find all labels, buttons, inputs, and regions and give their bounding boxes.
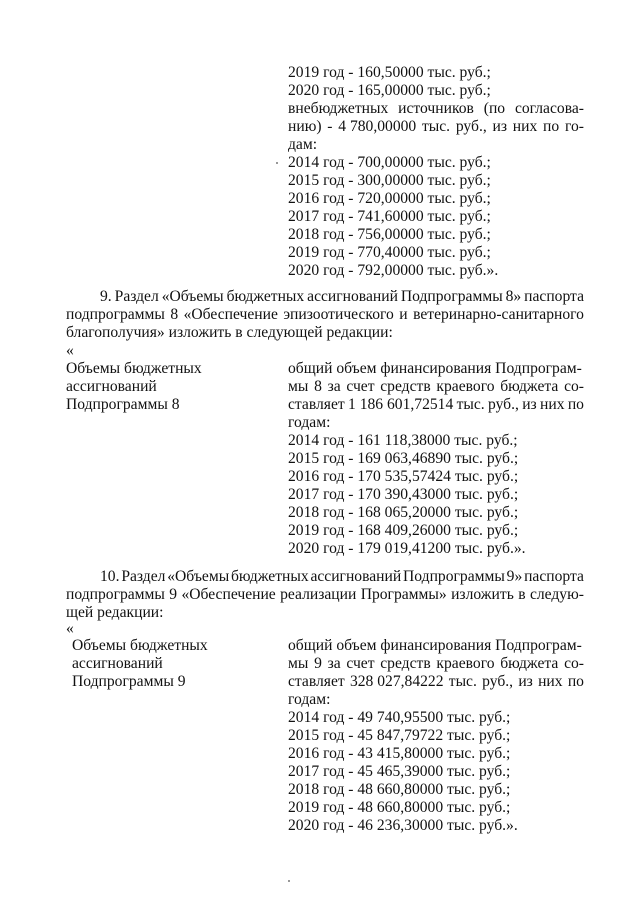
word: 4 780,00000 bbox=[338, 118, 417, 135]
word: 9» bbox=[506, 568, 523, 585]
table-left-cell-line: Подпрограммы 8 bbox=[66, 396, 180, 413]
justified-line bbox=[288, 396, 584, 414]
word: тыс. bbox=[448, 673, 477, 690]
word: тыс. bbox=[456, 396, 485, 413]
word: ставляет bbox=[288, 396, 345, 413]
word: паспорта bbox=[524, 288, 584, 305]
table-left-cell-line: ассигнований bbox=[66, 378, 157, 395]
word: изложить bbox=[451, 586, 514, 603]
year-amount-line: 2019 год - 770,40000 тыс. руб.; bbox=[288, 244, 491, 261]
word: счет bbox=[346, 378, 375, 395]
year-amount-line: 2018 год - 756,00000 тыс. руб.; bbox=[288, 226, 491, 243]
year-amount-line: 2014 год - 49 740,95500 тыс. руб.; bbox=[288, 709, 511, 726]
word: краевого bbox=[436, 655, 495, 672]
paragraph-line: благополучия» изложить в следующей редакции: bbox=[66, 324, 393, 341]
word: следую- bbox=[529, 586, 584, 603]
word: тыс. bbox=[421, 118, 451, 135]
justified-line bbox=[288, 100, 584, 118]
word: по bbox=[567, 396, 584, 413]
scan-speck bbox=[276, 162, 278, 164]
word: нию) bbox=[288, 118, 322, 135]
word: «Обеспечение bbox=[181, 586, 276, 603]
funding-line: 2020 год - 165,00000 тыс. руб.; bbox=[288, 82, 491, 99]
word: «Объемы bbox=[167, 568, 230, 585]
year-amount-line: 2018 год - 168 065,20000 тыс. руб.; bbox=[288, 504, 519, 521]
year-amount-line: 2016 год - 720,00000 тыс. руб.; bbox=[288, 190, 491, 207]
table-left-cell-line: Объемы бюджетных bbox=[72, 637, 208, 654]
word: руб., bbox=[482, 673, 514, 690]
word: «Объемы bbox=[161, 288, 224, 305]
word: средств bbox=[380, 655, 431, 672]
justified-line bbox=[288, 673, 584, 691]
word: эпизоотического bbox=[283, 306, 394, 323]
funding-line: годам: bbox=[288, 691, 331, 708]
word: источников bbox=[398, 100, 474, 117]
word: руб., bbox=[455, 118, 487, 135]
word: счет bbox=[346, 655, 375, 672]
paragraph-line: щей редакции: bbox=[66, 604, 164, 621]
word: ассигнований bbox=[307, 288, 398, 305]
year-amount-line: 2019 год - 48 660,80000 тыс. руб.; bbox=[288, 799, 511, 816]
year-amount-line: 2017 год - 170 390,43000 тыс. руб.; bbox=[288, 486, 519, 503]
funding-line: дам: bbox=[288, 136, 318, 153]
word: 1 186 601,72514 bbox=[348, 396, 454, 413]
word: Программы» bbox=[360, 586, 447, 603]
paragraph-line bbox=[100, 288, 584, 306]
year-amount-line: 2016 год - 43 415,80000 тыс. руб.; bbox=[288, 745, 511, 762]
word: бюджетных bbox=[226, 288, 305, 305]
word: по bbox=[543, 118, 560, 135]
funding-line: общий объем финансирования Подпрограм- bbox=[288, 637, 582, 654]
word: подпрограммы bbox=[66, 586, 165, 603]
funding-line: 2019 год - 160,50000 тыс. руб.; bbox=[288, 64, 491, 81]
word: 8 bbox=[314, 378, 322, 395]
word: 8 bbox=[170, 306, 179, 323]
word: за bbox=[327, 378, 341, 395]
year-amount-line: 2014 год - 700,00000 тыс. руб.; bbox=[288, 154, 491, 171]
word: реализации bbox=[280, 586, 357, 603]
word: 10. bbox=[100, 568, 120, 585]
word: них bbox=[538, 673, 563, 690]
quote-mark: « bbox=[66, 620, 74, 637]
word: 8» bbox=[505, 288, 522, 305]
word: в bbox=[518, 586, 526, 603]
word: - bbox=[327, 118, 333, 135]
word: Подпрограммы bbox=[400, 288, 503, 305]
word: мы bbox=[288, 655, 309, 672]
word: 9 bbox=[169, 586, 178, 603]
year-amount-line: 2020 год - 46 236,30000 тыс. руб.». bbox=[288, 817, 518, 834]
word: согласова- bbox=[514, 100, 584, 117]
funding-line: годам: bbox=[288, 414, 331, 431]
year-amount-line: 2015 год - 169 063,46890 тыс. руб.; bbox=[288, 450, 519, 467]
word: подпрограммы bbox=[66, 306, 165, 323]
table-left-cell-line: Подпрограммы 9 bbox=[72, 673, 186, 690]
word: за bbox=[327, 655, 341, 672]
word: ассигнований bbox=[310, 568, 402, 585]
year-amount-line: 2015 год - 45 847,79722 тыс. руб.; bbox=[288, 727, 511, 744]
year-amount-line: 2015 год - 300,00000 тыс. руб.; bbox=[288, 172, 491, 189]
word: со- bbox=[564, 378, 584, 395]
word: со- bbox=[564, 655, 584, 672]
word: мы bbox=[288, 378, 309, 395]
word: «Обеспечение bbox=[183, 306, 278, 323]
paragraph-line bbox=[66, 306, 584, 324]
word: 9 bbox=[314, 655, 322, 672]
word: го- bbox=[564, 118, 584, 135]
word: бюджетных bbox=[230, 568, 309, 585]
word: руб., bbox=[487, 396, 519, 413]
word: них bbox=[540, 396, 565, 413]
justified-line bbox=[288, 378, 584, 396]
word: по bbox=[567, 673, 584, 690]
word: Раздел bbox=[114, 288, 159, 305]
scan-speck bbox=[288, 880, 290, 882]
table-left-cell-line: ассигнований bbox=[72, 655, 163, 672]
word: 328 027,84222 bbox=[349, 673, 444, 690]
justified-line bbox=[288, 655, 584, 673]
word: бюджета bbox=[500, 655, 559, 672]
year-amount-line: 2019 год - 168 409,26000 тыс. руб.; bbox=[288, 522, 519, 539]
word: средств bbox=[380, 378, 431, 395]
word: внебюджетных bbox=[288, 100, 389, 117]
word: ветеринарно-санитарного bbox=[413, 306, 584, 323]
word: них bbox=[512, 118, 538, 135]
paragraph-line bbox=[100, 568, 584, 586]
quote-mark: « bbox=[66, 342, 74, 359]
funding-line: общий объем финансирования Подпрограм- bbox=[288, 360, 582, 377]
word: паспорта bbox=[524, 568, 584, 585]
year-amount-line: 2014 год - 161 118,38000 тыс. руб.; bbox=[288, 432, 518, 449]
word: и bbox=[399, 306, 408, 323]
year-amount-line: 2018 год - 48 660,80000 тыс. руб.; bbox=[288, 781, 511, 798]
year-amount-line: 2020 год - 179 019,41200 тыс. руб.». bbox=[288, 540, 526, 557]
year-amount-line: 2017 год - 45 465,39000 тыс. руб.; bbox=[288, 763, 511, 780]
word: бюджета bbox=[500, 378, 559, 395]
word: из bbox=[518, 673, 533, 690]
word: Раздел bbox=[121, 568, 166, 585]
paragraph-line bbox=[66, 586, 584, 604]
word: 9. bbox=[100, 288, 112, 305]
year-amount-line: 2020 год - 792,00000 тыс. руб.». bbox=[288, 262, 499, 279]
word: краевого bbox=[436, 378, 495, 395]
year-amount-line: 2016 год - 170 535,57424 тыс. руб.; bbox=[288, 468, 519, 485]
year-amount-line: 2017 год - 741,60000 тыс. руб.; bbox=[288, 208, 491, 225]
word: ставляет bbox=[288, 673, 345, 690]
word: из bbox=[492, 118, 508, 135]
word: Подпрограммы bbox=[403, 568, 505, 585]
justified-line bbox=[288, 118, 584, 136]
table-left-cell-line: Объемы бюджетных bbox=[66, 360, 202, 377]
word: из bbox=[522, 396, 537, 413]
word: (по bbox=[483, 100, 506, 117]
